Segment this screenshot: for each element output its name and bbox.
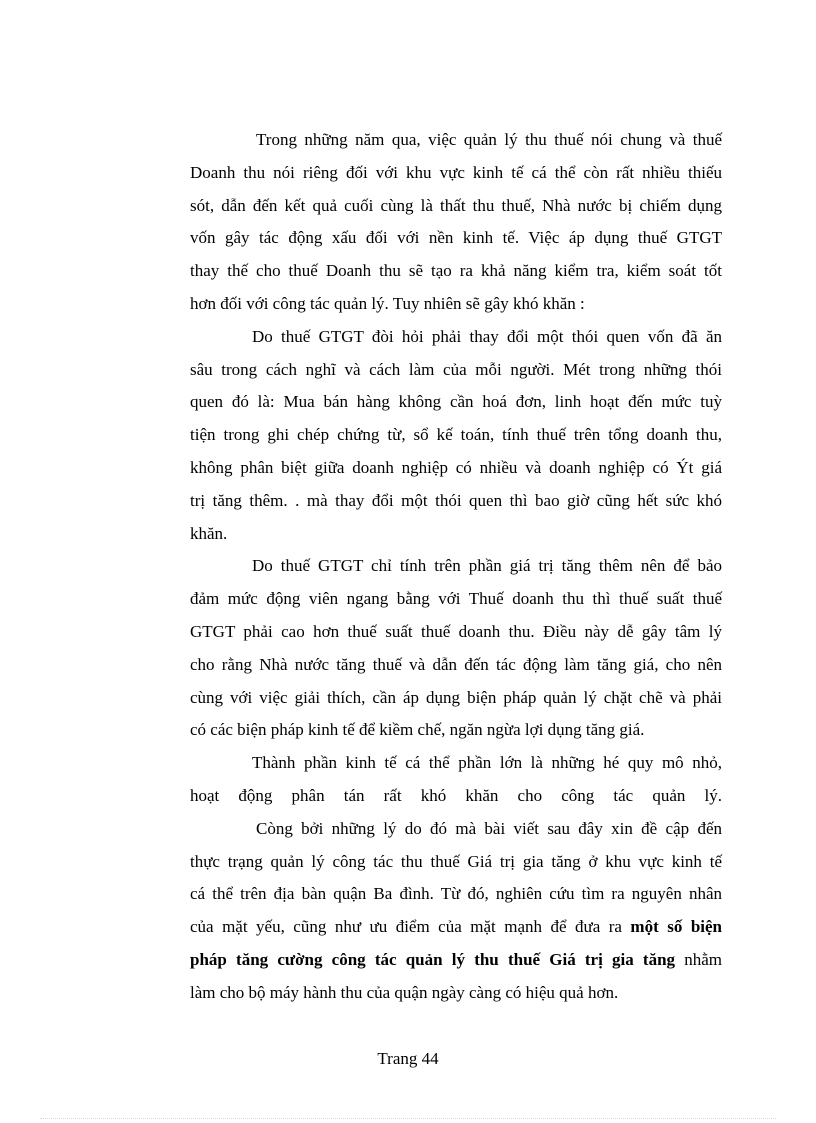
text-line: Còng bởi những lý do đó mà bài viết sau đây xin đề cập đến <box>256 818 722 838</box>
paragraph-4 <box>190 747 722 813</box>
document-body <box>190 124 722 1010</box>
text-line: sâu trong cách nghĩ và cách làm của mỗi người. Mét trong những thói <box>190 359 722 379</box>
text-line <box>190 944 722 977</box>
paragraph-3 <box>190 550 722 747</box>
text-line: Thành phần kinh tế cá thể phần lớn là những hé quy mô nhỏ, <box>252 753 722 773</box>
text-fragment: của mặt yếu, cũng như ưu điểm của mặt mạnh để đưa ra <box>190 917 631 937</box>
text-line: hơn đối với công tác quản lý. Tuy nhiên sẽ gây khó khăn : <box>190 293 585 313</box>
text-line <box>190 911 722 944</box>
text-line: Doanh thu nói riêng đối với khu vực kinh tế cá thể còn rất nhiều thiếu <box>190 162 722 182</box>
bold-phrase: một số biện <box>630 917 722 937</box>
bold-phrase: pháp tăng cường công tác quản lý thu thuế Giá trị gia tăng <box>190 949 676 969</box>
text-line: Do thuế GTGT chỉ tính trên phần giá trị tăng thêm nên để bảo <box>252 556 722 576</box>
text-line: thay thế cho thuế Doanh thu sẽ tạo ra khả năng kiểm tra, kiểm soát tốt <box>190 261 722 281</box>
paragraph-2 <box>190 321 722 551</box>
text-line: sót, dẫn đến kết quả cuối cùng là thất thu thuế, Nhà nước bị chiếm dụng <box>190 195 722 215</box>
text-line: quen đó là: Mua bán hàng không cần hoá đơn, linh hoạt đến mức tuỳ <box>190 392 722 412</box>
text-line: GTGT phải cao hơn thuế suất thuế doanh thu. Điều này dễ gây tâm lý <box>190 621 722 641</box>
paragraph-1 <box>190 124 722 321</box>
text-line: làm cho bộ máy hành thu của quận ngày càng có hiệu quả hơn. <box>190 982 619 1002</box>
text-line: không phân biệt giữa doanh nghiệp có nhiều và doanh nghiệp có Ýt giá <box>190 457 722 477</box>
text-line: thực trạng quản lý công tác thu thuế Giá trị gia tăng ở khu vực kinh tế <box>190 851 722 871</box>
page-number: Trang 44 <box>377 1049 439 1068</box>
text-line: cá thể trên địa bàn quận Ba đình. Từ đó, nghiên cứu tìm ra nguyên nhân <box>190 884 722 904</box>
page-bottom-divider <box>40 1118 776 1119</box>
text-line: trị tăng thêm. . mà thay đổi một thói quen thì bao giờ cũng hết sức khó <box>190 490 722 510</box>
text-line: vốn gây tác động xấu đối với nền kinh tế. Việc áp dụng thuế GTGT <box>190 228 722 248</box>
text-line: cùng với việc giải thích, cần áp dụng biện pháp quản lý chặt chẽ và phải <box>190 687 722 707</box>
text-line: Trong những năm qua, việc quản lý thu thuế nói chung và thuế <box>256 130 722 149</box>
text-line: hoạt động phân tán rất khó khăn cho công tác quản lý. <box>190 785 722 805</box>
text-fragment: nhằm <box>675 949 722 969</box>
text-line: tiện trong ghi chép chứng từ, sổ kế toán, tính thuế trên tổng doanh thu, <box>190 425 722 445</box>
text-line: Do thuế GTGT đòi hỏi phải thay đổi một thói quen vốn đã ăn <box>252 326 722 346</box>
text-line: có các biện pháp kinh tế để kiềm chế, ngăn ngừa lợi dụng tăng giá. <box>190 720 645 740</box>
text-line: cho rằng Nhà nước tăng thuế và dẫn đến tác động làm tăng giá, cho nên <box>190 654 722 674</box>
text-line: khăn. <box>190 523 228 543</box>
text-line: đảm mức động viên ngang bằng với Thuế doanh thu thì thuế suất thuế <box>190 589 722 609</box>
paragraph-5 <box>190 813 722 1010</box>
